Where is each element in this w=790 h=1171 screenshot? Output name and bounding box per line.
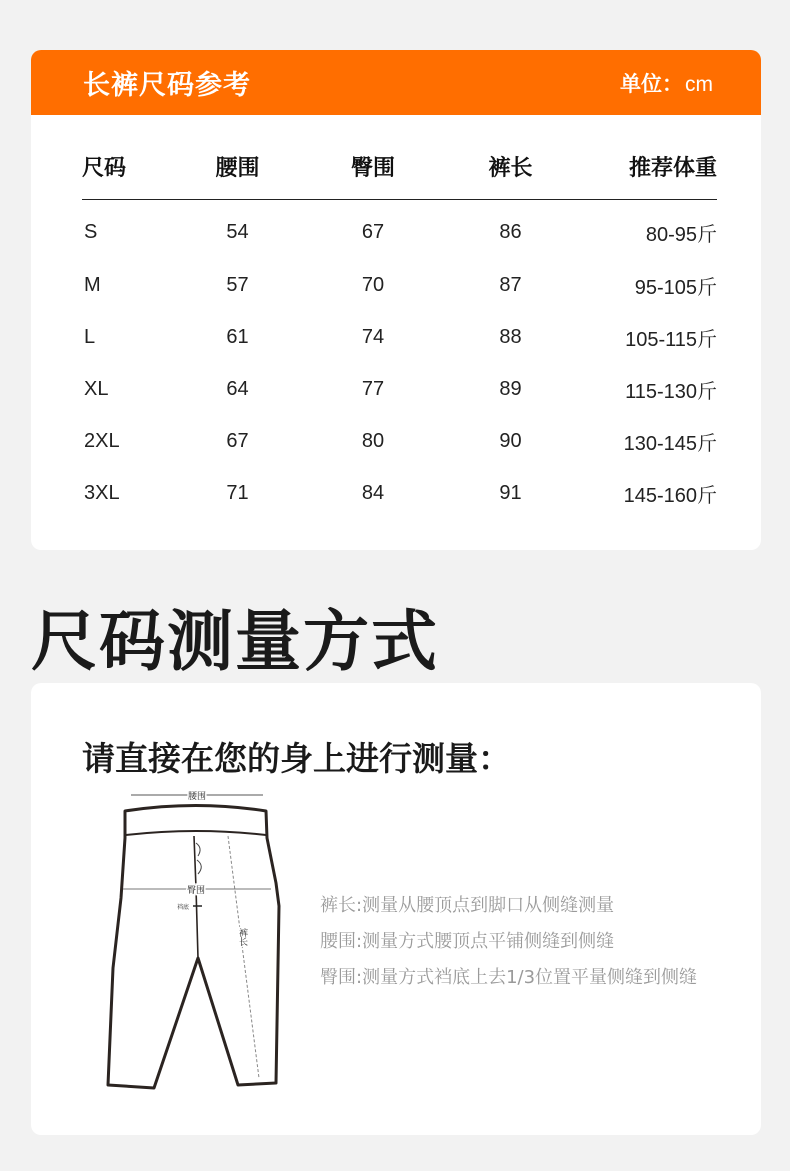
- header-length: 裤长: [443, 135, 578, 199]
- cell-hip: 74: [361, 325, 385, 348]
- waist-label: 腰围: [187, 792, 207, 802]
- hip-label: 臀围: [186, 886, 206, 896]
- pants-outline: [108, 806, 279, 1089]
- cell-weight: 105-115斤: [625, 328, 717, 351]
- cell-size: XL: [84, 377, 109, 400]
- section-title: 尺码测量方式: [31, 603, 439, 680]
- header-waist: 腰围: [172, 135, 303, 199]
- unit-label-text: 单位：: [620, 71, 683, 96]
- cell-length: 91: [499, 481, 522, 504]
- cell-weight: 95-105斤: [634, 276, 717, 299]
- cell-hip: 67: [361, 220, 385, 243]
- cell-length: 86: [499, 220, 522, 243]
- header-weight: 推荐体重: [578, 135, 717, 199]
- cell-size: S: [84, 220, 98, 243]
- cell-length: 89: [499, 377, 522, 400]
- size-chart-header: [31, 50, 761, 115]
- measurement-card: [31, 683, 761, 1135]
- cell-waist: 64: [226, 377, 249, 400]
- cell-length: 90: [499, 429, 522, 452]
- cell-waist: 54: [226, 220, 249, 243]
- pants-diagram: [101, 788, 291, 1093]
- table-row: [82, 363, 717, 415]
- table-row: [82, 259, 717, 311]
- size-chart-title: 长裤尺码参考: [83, 70, 251, 101]
- measurement-notes: [320, 888, 697, 996]
- cell-waist: 61: [226, 325, 249, 348]
- cell-hip: 84: [361, 481, 385, 504]
- measurement-heading: 请直接在您的身上进行测量：: [82, 739, 511, 778]
- cell-size: 2XL: [84, 429, 120, 452]
- header-hip: 臀围: [303, 135, 443, 199]
- cell-waist: 71: [226, 481, 249, 504]
- note-hip: 臀围:测量方式裆底上去1/3位置平量侧缝到侧缝: [320, 967, 698, 988]
- header-size: 尺码: [82, 135, 172, 199]
- size-table: [82, 135, 717, 519]
- note-waist: 腰围:测量方式腰顶点平铺侧缝到侧缝: [320, 931, 615, 952]
- table-row: [82, 467, 717, 519]
- cell-weight: 145-160斤: [623, 484, 717, 507]
- cell-hip: 80: [361, 429, 385, 452]
- cell-weight: 115-130斤: [625, 380, 717, 403]
- cell-hip: 77: [361, 377, 385, 400]
- cell-weight: 130-145斤: [623, 432, 717, 455]
- note-length: 裤长:测量从腰顶点到脚口从侧缝测量: [320, 895, 615, 916]
- cell-length: 87: [499, 273, 522, 296]
- cell-size: L: [84, 325, 96, 348]
- cell-size: 3XL: [84, 481, 120, 504]
- table-row: [82, 415, 717, 467]
- table-row: [82, 199, 717, 259]
- cell-size: M: [84, 273, 101, 296]
- length-label: 裤长: [237, 928, 247, 946]
- table-header-row: [82, 135, 717, 199]
- cell-waist: 57: [226, 273, 249, 296]
- unit-label: [620, 68, 713, 98]
- cell-waist: 67: [226, 429, 249, 452]
- table-row: [82, 311, 717, 363]
- crotch-label: 裆底: [176, 904, 189, 911]
- cell-weight: 80-95斤: [645, 223, 717, 246]
- unit-value: cm: [685, 72, 713, 96]
- size-chart-card: [31, 50, 761, 550]
- cell-hip: 70: [361, 273, 385, 296]
- cell-length: 88: [499, 325, 522, 348]
